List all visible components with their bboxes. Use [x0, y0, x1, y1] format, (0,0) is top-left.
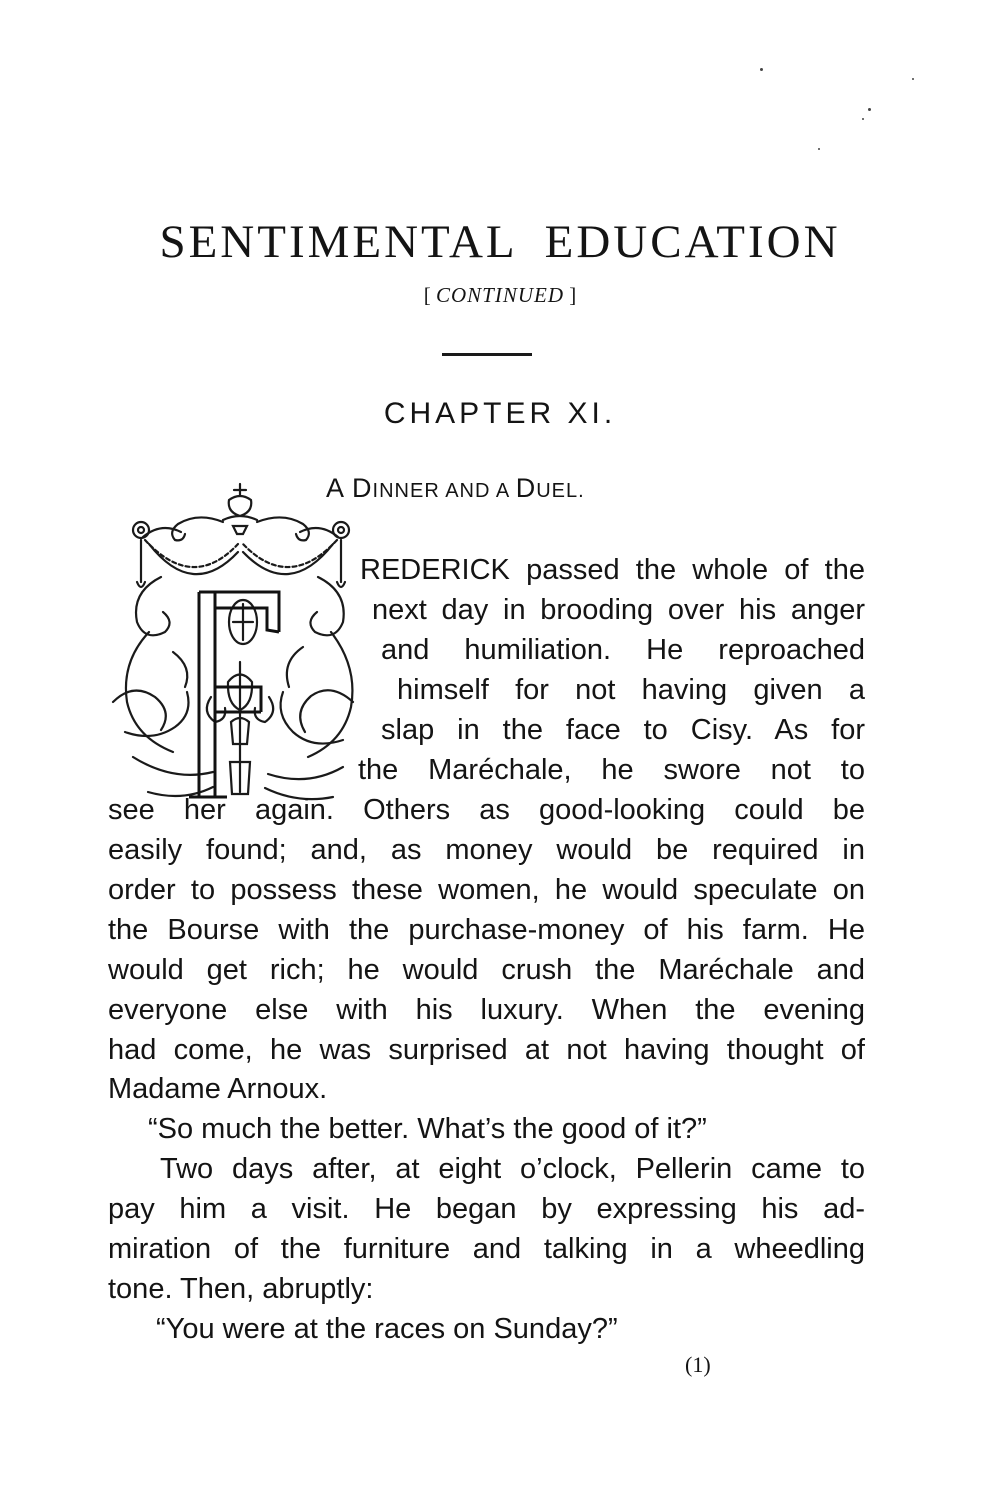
text-line-14: Madame Arnoux. [108, 1073, 328, 1105]
text-line-15: “So much the better. What’s the good of it?” [148, 1113, 707, 1145]
text-line-20: “You were at the races on Sunday?” [156, 1313, 618, 1345]
continued-word: CONTINUED [435, 283, 565, 307]
page-number: (1) [685, 1352, 711, 1377]
continued-close-bracket: ] [564, 283, 577, 307]
text-line-18: miration of the furniture and talking in a wheedling [108, 1233, 865, 1265]
chapter-subtitle [326, 470, 585, 509]
subtitle-smallcaps-2: UEL. [536, 480, 585, 502]
text-line-13: had come, he was surprised at not having thought of [108, 1034, 865, 1066]
text-line-10: the Bourse with the purchase-money of his farm. He [108, 914, 865, 946]
subtitle-smallcaps-1: INNER AND A [372, 480, 516, 502]
text-line-12: everyone else with his luxury. When the evening [108, 994, 865, 1026]
ornamental-drop-cap [103, 482, 358, 807]
text-line-1: REDERICK passed the whole of the [360, 554, 865, 586]
text-line-6: the Maréchale, he swore not to [358, 754, 865, 786]
subtitle-initial-2: D [515, 473, 537, 503]
continued-note [0, 282, 1000, 308]
text-line-4: himself for not having given a [397, 674, 865, 706]
drop-cap-letter: F [207, 774, 213, 785]
text-line-2: next day in brooding over his anger [372, 594, 865, 626]
book-title: SENTIMENTAL EDUCATION [159, 216, 841, 268]
text-line-9: order to possess these women, he would speculate on [108, 874, 865, 906]
text-line-19: tone. Then, abruptly: [108, 1273, 374, 1305]
text-line-11: would get rich; he would crush the Maréchale and [108, 954, 865, 986]
subtitle-part-a: A [326, 473, 353, 503]
subtitle-initial-1: D [352, 473, 373, 503]
text-line-8: easily found; and, as money would be required in [108, 834, 865, 866]
text-line-16: Two days after, at eight o’clock, Pellerin came to [160, 1153, 865, 1185]
continued-open-bracket: [ [423, 283, 436, 307]
chapter-heading: CHAPTER XI. [383, 397, 617, 430]
text-line-3: and humiliation. He reproached [381, 634, 865, 666]
text-line-5: slap in the face to Cisy. As for [381, 714, 865, 746]
text-line-17: pay him a visit. He began by expressing his ad- [108, 1193, 865, 1225]
title-divider [442, 353, 532, 356]
text-line-7: see her again. Others as good-looking could be [108, 794, 865, 826]
